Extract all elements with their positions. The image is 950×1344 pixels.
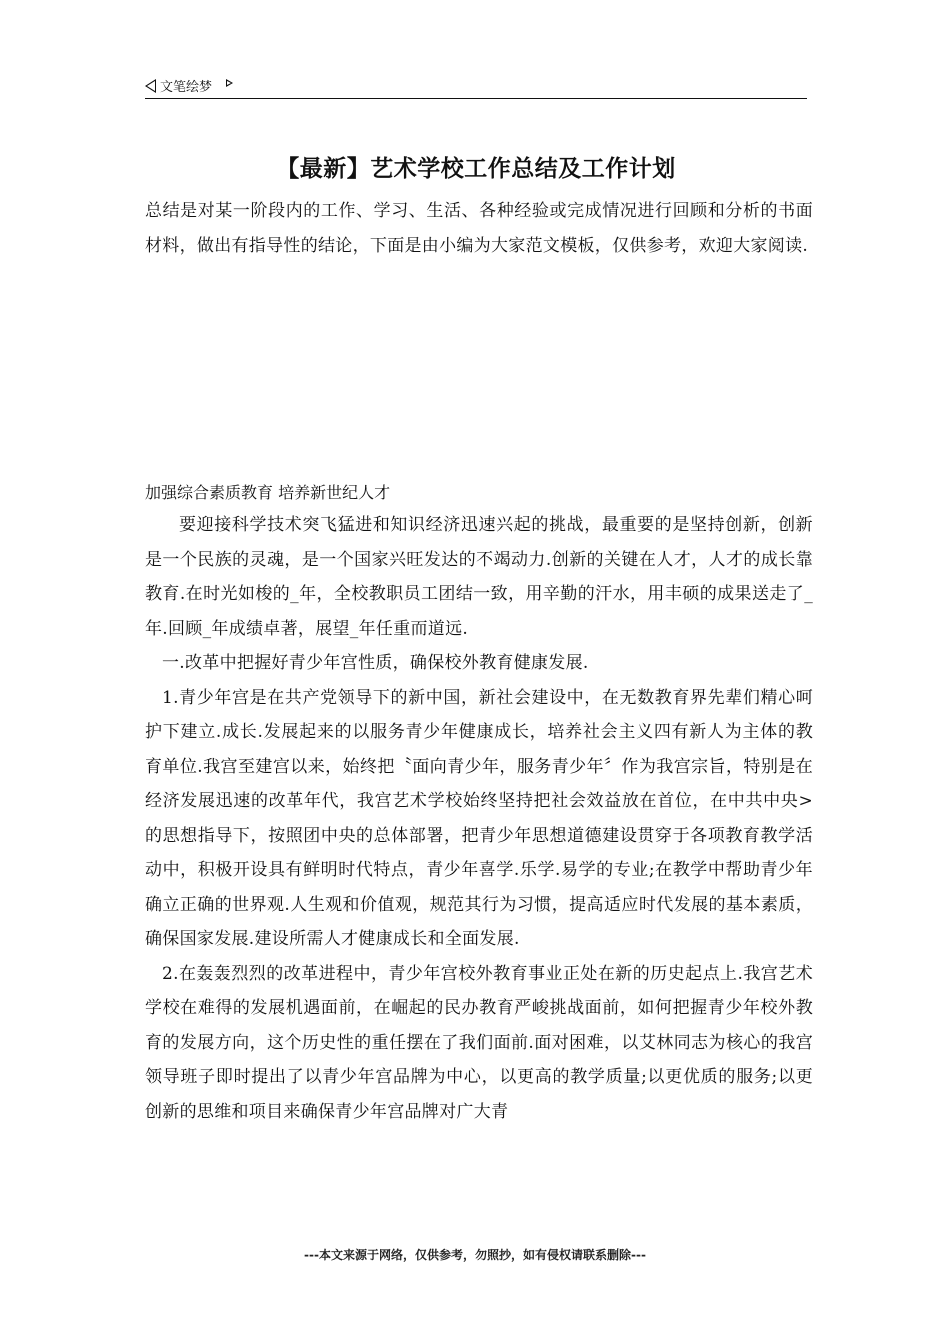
- header-brand: [145, 76, 233, 95]
- section-subheading: 加强综合素质教育 培养新世纪人才: [145, 483, 391, 502]
- triangle-right-icon: [226, 79, 233, 87]
- body-paragraph: 要迎接科学技术突飞猛进和知识经济迅速兴起的挑战，最重要的是坚持创新，创新是一个民族的灵魂，是一个国家兴旺发达的不竭动力.创新的关键在人才，人才的成长靠教育.在时光如梭的_年，全校教职员工团结一致，用辛勤的汗水，用丰硕的成果送走了_年.回顾_年成绩卓著，展望_年任重而道远.: [145, 515, 813, 639]
- page-header: [145, 72, 807, 99]
- body-paragraph: 2.在轰轰烈烈的改革进程中，青少年宫校外教育事业正处在新的历史起点上.我宫艺术学校在难得的发展机遇面前，在崛起的民办教育严峻挑战面前，如何把握青少年校外教育的发展方向，这个历史性的重任摆在了我们面前.面对困难，以艾林同志为核心的我宫领导班子即时提出了以青少年宫品牌为中心，以更高的教学质量;以更优质的服务;以更创新的思维和项目来确保青少年宫品牌对广大青: [145, 963, 813, 1122]
- intro-paragraph: 总结是对某一阶段内的工作、学习、生活、各种经验或完成情况进行回顾和分析的书面材料，做出有指导性的结论，下面是由小编为大家范文模板，仅供参考，欢迎大家阅读.: [145, 201, 813, 256]
- brand-label: 文笔绘梦: [160, 80, 213, 95]
- footer-notice: ---本文来源于网络，仅供参考，勿照抄，如有侵权请联系删除---: [304, 1248, 646, 1262]
- section-heading: 一.改革中把握好青少年宫性质，确保校外教育健康发展.: [162, 653, 589, 673]
- body-paragraph: 1.青少年宫是在共产党领导下的新中国，新社会建设中，在无数教育界先辈们精心呵护下建立.成长.发展起来的以服务青少年健康成长，培养社会主义四有新人为主体的教育单位.我宫至建宫以来，始终把〝面向青少年，服务青少年〞作为我宫宗旨，特别是在经济发展迅速的改革年代，我宫艺术学校始终坚持把社会效益放在首位，在中共中央>的思想指导下，按照团中央的总体部署，把青少年思想道德建设贯穿于各项教育教学活动中，积极开设具有鲜明时代特点，青少年喜学.乐学.易学的专业;在教学中帮助青少年确立正确的世界观.人生观和价值观，规范其行为习惯，提高适应时代发展的基本素质，确保国家发展.建设所需人才健康成长和全面发展.: [145, 687, 813, 949]
- triangle-left-icon: [145, 79, 156, 93]
- document-body: [145, 508, 813, 1129]
- document-title: 【最新】艺术学校工作总结及工作计划: [276, 156, 676, 182]
